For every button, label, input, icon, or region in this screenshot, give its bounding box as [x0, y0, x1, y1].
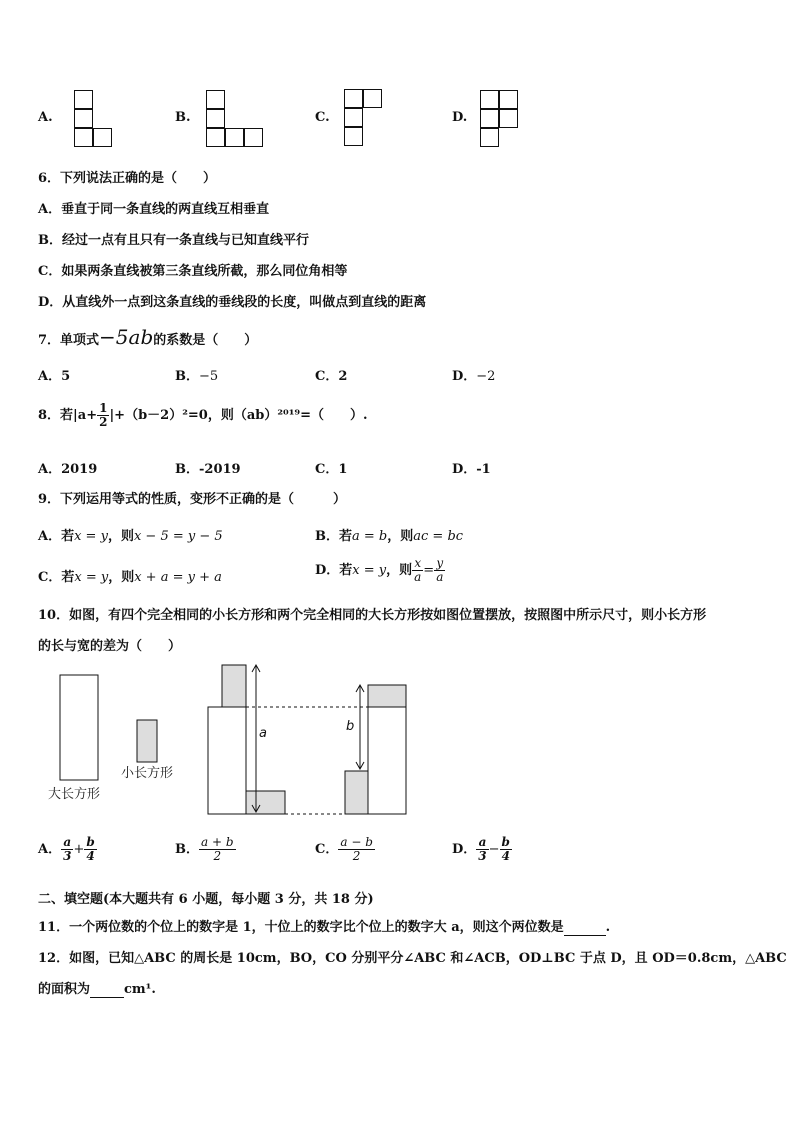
q10-option-c: C． $\frac{a - b}{2}$	[315, 835, 373, 863]
q6-option-b: B．经过一点有且只有一条直线与已知直线平行	[38, 233, 309, 248]
section2-heading: 二、填空题(本大题共有 6 小题，每小题 3 分，共 18 分)	[38, 892, 374, 907]
q6-option-d: D．从直线外一点到这条直线的垂线段的长度，叫做点到直线的距离	[38, 295, 427, 310]
q9-option-a: A．若x = y，则x − 5 = y − 5	[38, 529, 223, 544]
q7-stem: 7．单项式−5ab的系数是（ ）	[38, 325, 258, 349]
q9-stem: 9．下列运用等式的性质，变形不正确的是（ ）	[38, 492, 347, 507]
q11-blank[interactable]	[564, 920, 606, 936]
left-bottom-small-rect	[246, 791, 285, 814]
q7-option-c: C．2	[315, 369, 348, 384]
q10-figure	[0, 655, 794, 825]
q9-option-d: D．若x = y，则 $\frac{x}{a}$ = $\frac{y}{a}$	[315, 556, 444, 584]
q8-option-a: A．2019	[38, 462, 98, 477]
q7-term: −5ab	[99, 325, 154, 349]
q8-option-d: D．-1	[452, 462, 491, 477]
q6-option-c: C．如果两条直线被第三条直线所截，那么同位角相等	[38, 264, 348, 279]
q8-option-c: C．1	[315, 462, 348, 477]
q12-blank[interactable]	[90, 982, 124, 998]
q10-stem-line2: 的长与宽的差为（ ）	[38, 639, 182, 654]
q7-option-b: B．−5	[175, 369, 219, 384]
q10-option-a: A． $\frac{a}{3}$ + $\frac{b}{4}$	[38, 835, 95, 863]
q9-option-c: C．若x = y，则x + a = y + a	[38, 570, 222, 585]
right-big-rect	[368, 707, 406, 814]
label-a: a	[259, 726, 267, 741]
right-top-small-rect	[368, 685, 406, 707]
q6-option-a: A．垂直于同一条直线的两直线互相垂直	[38, 202, 270, 217]
q5-option-c-label: C.	[315, 110, 330, 125]
q5-option-b-label: B.	[175, 110, 191, 125]
q12-line2: 的面积为 cm¹.	[38, 982, 156, 997]
q7-option-a: A．5	[38, 369, 71, 384]
big-rectangle-label: 大长方形	[48, 787, 101, 802]
q8-option-b: B．-2019	[175, 462, 241, 477]
q10-stem-line1: 10．如图，有四个完全相同的小长方形和两个完全相同的大长方形按如图位置摆放，按照图中所示尺寸，则小长方形	[38, 608, 707, 623]
q5-option-d-label: D.	[452, 110, 468, 125]
q9-option-b: B．若a = b，则ac = bc	[315, 529, 464, 544]
q8-fraction: $\frac{1}{2}$	[99, 401, 108, 429]
q12-line1: 12．如图，已知△ABC 的周长是 10cm，BO，CO 分别平分∠ABC 和∠ACB，OD⊥BC 于点 D，且 OD＝0.8cm，△ABC	[38, 951, 787, 966]
big-rectangle	[60, 675, 98, 780]
q10-option-d: D． $\frac{a}{3}$ − $\frac{b}{4}$	[452, 835, 510, 863]
q10-option-b: B． $\frac{a + b}{2}$	[175, 835, 234, 863]
q11-text: 11．一个两位数的个位上的数字是 1，十位上的数字比个位上的数字大 a，则这个两位数是 .	[38, 920, 611, 935]
q7-option-d: D．−2	[452, 369, 496, 384]
right-bottom-small-rect	[345, 771, 368, 814]
q6-stem: 6．下列说法正确的是（ ）	[38, 171, 217, 186]
left-top-small-rect	[222, 665, 246, 707]
q8-stem: 8．若|a+ $\frac{1}{2}$ |+（b－2）²=0，则（ab）²⁰¹⁹=（ ）.	[38, 401, 368, 429]
q5-option-a-label: A.	[38, 110, 53, 125]
small-rectangle	[137, 720, 157, 762]
label-b: b	[346, 719, 355, 734]
left-big-rect	[208, 707, 246, 814]
small-rectangle-label: 小长方形	[121, 766, 174, 781]
